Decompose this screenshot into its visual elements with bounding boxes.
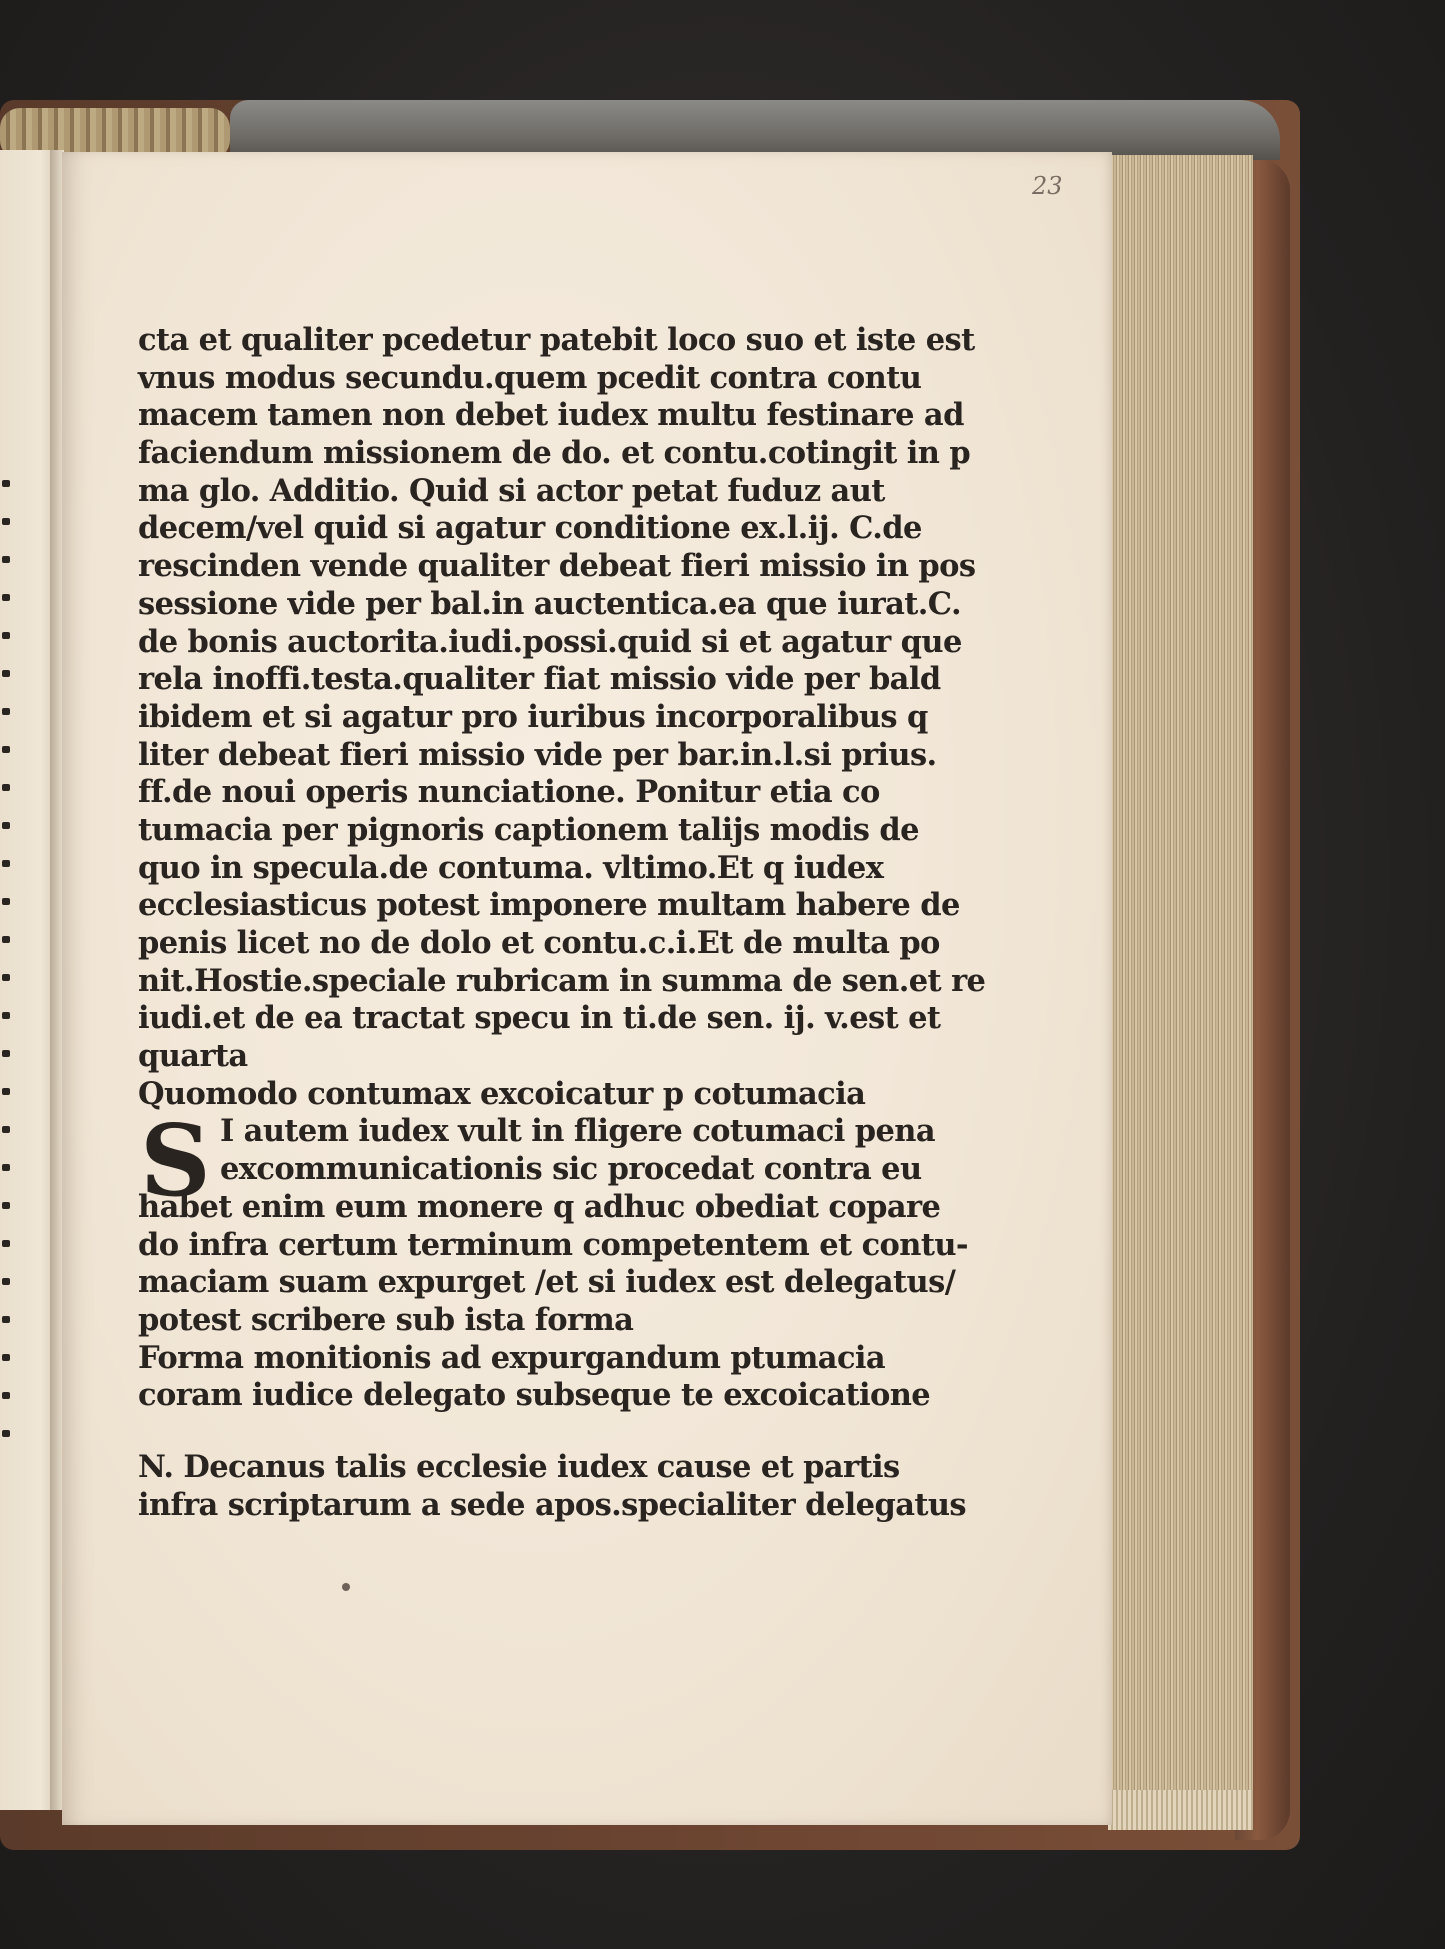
text-line: de bonis auctorita.iudi.possi.quid si et agatur que <box>138 623 962 660</box>
text-line: ecclesiasticus potest imponere multam habere de <box>138 887 960 924</box>
text-line: potest scribere sub ista forma <box>138 1301 634 1338</box>
text-line: infra scriptarum a sede apos.specialiter delegatus <box>138 1486 966 1523</box>
section-heading: Quomodo contumax excoicatur p cotumacia <box>138 1075 866 1112</box>
folio-number: 23 <box>1032 172 1063 200</box>
text-line: ma glo. Additio. Quid si actor petat fuduz aut <box>138 472 885 509</box>
text-line: rescinden vende qualiter debeat fieri missio in pos <box>138 548 976 585</box>
text-line: penis licet no de dolo et contu.c.i.Et de multa po <box>138 925 940 961</box>
text-line: rela inoffi.testa.qualiter fiat missio vide per bald <box>138 661 941 698</box>
text-line: I autem iudex vult in fligere cotumaci pena <box>220 1113 936 1150</box>
text-line: faciendum missionem de do. et contu.cotingit in p <box>138 435 971 472</box>
text-line: habet enim eum monere q adhuc obediat copare <box>138 1188 941 1225</box>
page-edges-bottom <box>1108 1790 1253 1830</box>
ink-dot <box>342 1583 350 1591</box>
text-line: quo in specula.de contuma. vltimo.Et q iudex <box>138 849 884 886</box>
book-spine-top <box>230 100 1280 160</box>
text-line: do infra certum terminum competentem et contu- <box>138 1226 968 1263</box>
text-block <box>138 322 986 1524</box>
text-line: quarta <box>138 1038 248 1075</box>
text-line: ff.de noui operis nunciatione. Ponitur etia co <box>138 774 880 811</box>
text-line: ibidem et si agatur pro iuribus incorporalibus q <box>138 698 928 735</box>
text-line: sessione vide per bal.in auctentica.ea que iurat.C. <box>138 585 961 622</box>
blank-line <box>138 1415 898 1449</box>
text-line: liter debeat fieri missio vide per bar.in.l.si prius. <box>138 736 937 773</box>
text-line: cta et qualiter pcedetur patebit loco suo et iste est <box>138 322 975 358</box>
text-line: vnus modus secundu.quem pcedit contra contu <box>138 359 922 396</box>
text-line: excommunicationis sic procedat contra eu <box>220 1151 922 1188</box>
text-line: nit.Hostie.speciale rubricam in summa de sen.et re <box>138 962 986 999</box>
page-edges <box>1108 155 1253 1820</box>
text-line: maciam suam expurget /et si iudex est delegatus/ <box>138 1264 956 1301</box>
text-line: tumacia per pignoris captionem talijs modis de <box>138 811 919 848</box>
text-line: coram iudice delegato subseque te excoicatione <box>138 1377 931 1414</box>
text-line: N. Decanus talis ecclesie iudex cause et partis <box>138 1448 900 1485</box>
drop-initial: S <box>140 1104 211 1219</box>
text-line: iudi.et de ea tractat specu in ti.de sen. ij. v.est et <box>138 1000 941 1037</box>
left-page-text-edge <box>2 480 16 1468</box>
section-heading: Forma monitionis ad expurgandum ptumacia <box>138 1339 886 1376</box>
text-line: decem/vel quid si agatur conditione ex.l.ij. C.de <box>138 510 922 547</box>
text-line: macem tamen non debet iudex multu festinare ad <box>138 397 964 434</box>
